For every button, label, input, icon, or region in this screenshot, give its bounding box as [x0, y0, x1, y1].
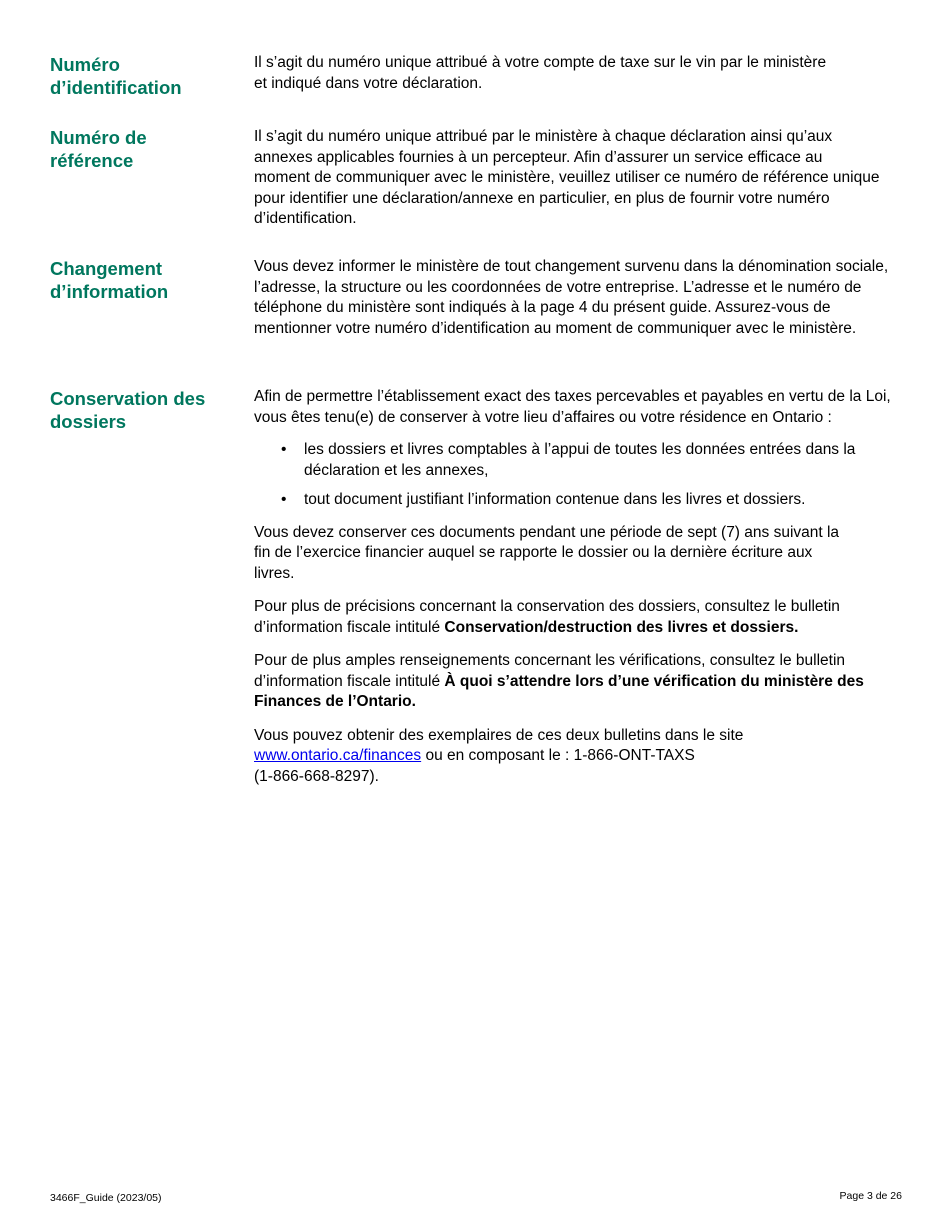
heading-line: Conservation des: [50, 388, 206, 409]
section-numero-reference-body: [254, 127, 880, 243]
paragraph: Il s’agit du numéro unique attribué à votre compte de taxe sur le vin par le ministère et indiqué dans votre déclaration.: [254, 54, 827, 92]
paragraph: Vous devez informer le ministère de tout changement survenu dans la dénomination sociale, l’adresse, la structure ou les coordonnées de votre entreprise. L’adresse et le numéro de téléphone du ministère sont indiqués à la page 4 du présent guide. Assurez-vous de mentionner votre numéro d’identification au moment de communiquer avec le ministère.: [254, 258, 889, 337]
heading-line: dossiers: [50, 411, 127, 432]
list-item-text: tout document justifiant l’information contenue dans les livres et dossiers.: [304, 491, 806, 508]
bullet-icon: •: [281, 491, 287, 508]
records-list: [254, 440, 902, 511]
heading-numero-reference: [50, 126, 240, 172]
list-item-text: les dossiers et livres comptables à l’appui de toutes les données entrées dans la déclaration et les annexes,: [304, 441, 856, 479]
heading-line: d’identification: [50, 77, 182, 98]
heading-conservation-dossiers: [50, 387, 250, 433]
form-id: 3466F_Guide (2023/05): [50, 1192, 162, 1204]
section-conservation-dossiers-body: [254, 387, 902, 800]
heading-line: d’information: [50, 281, 169, 302]
list-item: [254, 440, 902, 481]
section-numero-identification-body: [254, 53, 834, 107]
records-bulletin-text: Pour plus de précisions concernant la conservation des dossiers, consultez le bulletin d’information fiscale intitulé: [254, 598, 840, 636]
heading-line: Numéro de: [50, 127, 147, 148]
retention-paragraph: Vous devez conserver ces documents pendant une période de sept (7) ans suivant la fin de l’exercice financier auquel se rapporte le dossier ou la dernière écriture aux livres.: [254, 523, 840, 582]
heading-numero-identification: [50, 53, 240, 99]
bullet-icon: •: [281, 441, 287, 458]
heading-line: référence: [50, 150, 134, 171]
list-item: [254, 490, 902, 511]
heading-line: Numéro: [50, 54, 120, 75]
ontario-finances-link[interactable]: www.ontario.ca/finances: [254, 747, 422, 764]
audit-bulletin-text: Pour de plus amples renseignements concernant les vérifications, consultez le bulletin d’information fiscale intitulé: [254, 652, 846, 690]
records-bulletin-title: Conservation/destruction des livres et dossiers.: [444, 618, 799, 636]
intro-paragraph: Afin de permettre l’établissement exact des taxes percevables et payables en vertu de la Loi, vous êtes tenu(e) de conserver à votre lieu d’affaires ou votre résidence en Ontario :: [254, 388, 891, 426]
contact-phone-number: (1-866-668-8297).: [254, 767, 379, 785]
paragraph: Il s’agit du numéro unique attribué par le ministère à chaque déclaration ainsi qu’aux annexes applicables fournies à un percepteur. Afin d’assurer un service efficace au moment de communiquer avec le ministère, veuillez utiliser ce numéro de référence unique pour identifier une déclaration/annexe en particulier, en plus de fournir votre numéro d’identification.: [254, 128, 880, 227]
contact-paragraph: [254, 726, 814, 788]
contact-text: Vous pouvez obtenir des exemplaires de ces deux bulletins dans le site: [254, 726, 744, 744]
heading-line: Changement: [50, 258, 163, 279]
contact-phone-text: ou en composant le : 1-866-ONT-TAXS: [421, 747, 695, 764]
heading-changement-information: [50, 257, 240, 303]
audit-bulletin-title: À quoi s’attendre lors d’une vérification du ministère des Finances de l’Ontario.: [254, 672, 864, 710]
records-bulletin-paragraph: [254, 597, 854, 638]
audit-bulletin-paragraph: [254, 651, 879, 713]
section-changement-information-body: [254, 257, 906, 352]
page-number: Page 3 de 26: [839, 1190, 902, 1202]
